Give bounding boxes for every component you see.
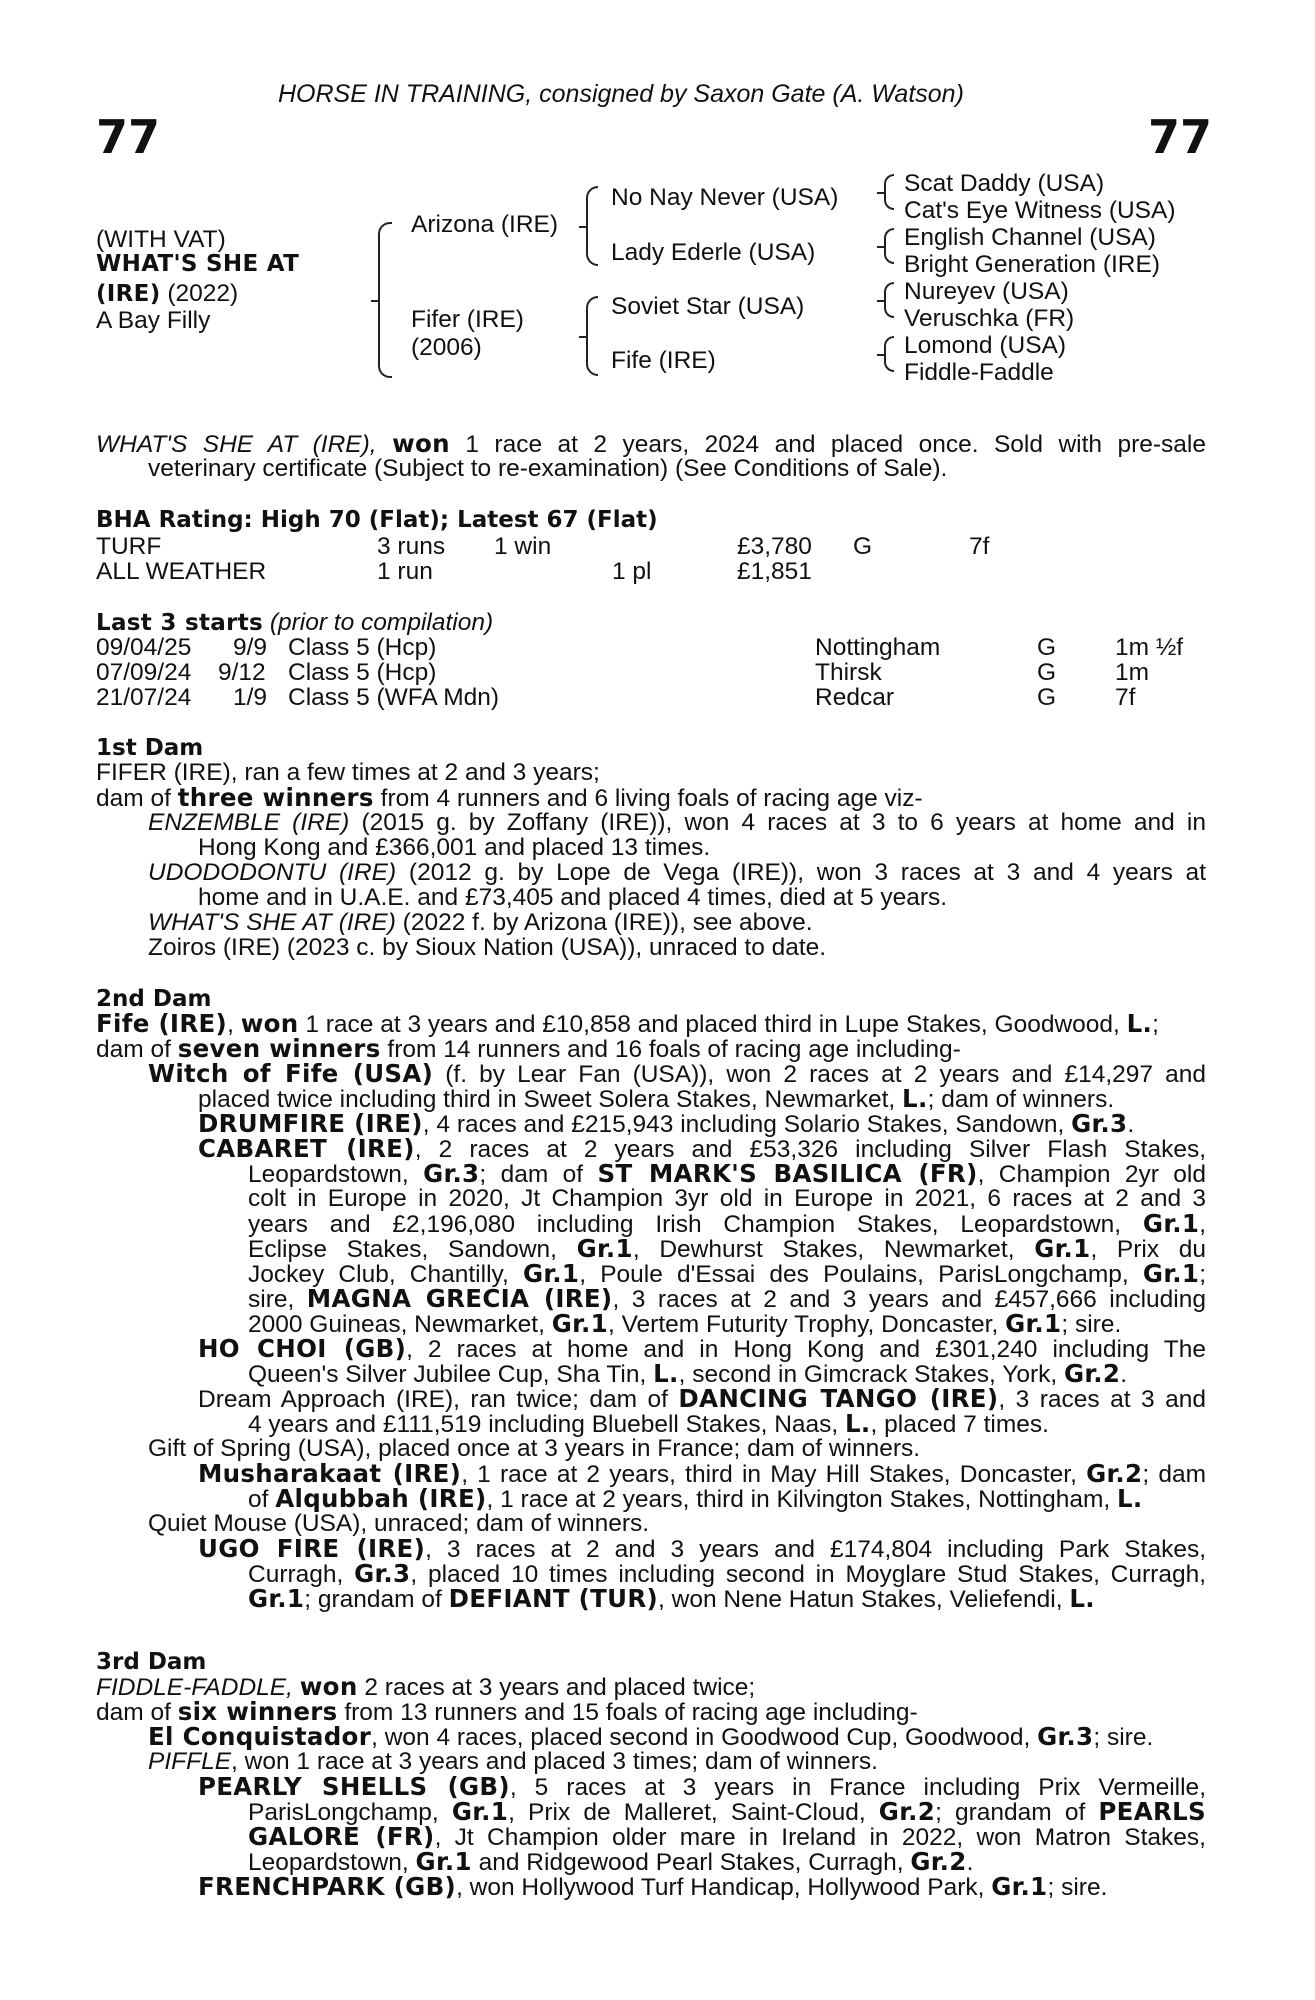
rating-runs: 3 runs [377, 533, 446, 560]
start-position: 9/12 [218, 659, 266, 686]
intro-line-2: veterinary certificate (Subject to re-examination) (See Conditions of Sale). [148, 455, 948, 482]
dam3-line: PEARLY SHELLS (GB), 5 races at 3 years in France including Prix Vermeille, [198, 1772, 1206, 1801]
dam1-line: Zoiros (IRE) (2023 c. by Sioux Nation (USA)), unraced to date. [148, 934, 827, 961]
pedigree-brace-main [378, 222, 392, 378]
pedigree-sire-sire: No Nay Never (USA) [611, 184, 839, 211]
dam2-line: Witch of Fife (USA) (f. by Lear Fan (USA)), won 2 races at 2 years and £14,297 and [148, 1059, 1207, 1088]
last-starts-heading [96, 609, 493, 637]
start-class: Class 5 (Hcp) [288, 659, 437, 686]
dam1-line: WHAT'S SHE AT (IRE) (2022 f. by Arizona (IRE)), see above. [148, 909, 813, 936]
dam2-line: 2000 Guineas, Newmarket, Gr.1, Vertem Futurity Trophy, Doncaster, Gr.1; sire. [248, 1309, 1122, 1338]
dam2-line: Leopardstown, Gr.3; dam of ST MARK'S BASILICA (FR), Champion 2yr old [248, 1159, 1206, 1188]
dam3-line: El Conquistador, won 4 races, placed second in Goodwood Cup, Goodwood, Gr.3; sire. [148, 1722, 1154, 1751]
dam2-line: Dream Approach (IRE), ran twice; dam of DANCING TANGO (IRE), 3 races at 3 and [198, 1384, 1206, 1413]
rating-heading: BHA Rating: High 70 (Flat); Latest 67 (Flat) [96, 507, 658, 533]
pedigree-brace-g2 [884, 228, 894, 264]
start-date: 21/07/24 [96, 684, 192, 711]
dam1-heading: 1st Dam [96, 735, 204, 761]
dam3-line: FIDDLE-FADDLE, won 2 races at 3 years and placed twice; [96, 1672, 756, 1701]
page-title: HORSE IN TRAINING, consigned by Saxon Gate (A. Watson) [278, 80, 964, 108]
rating-going: G [853, 533, 873, 560]
dam3-line: FRENCHPARK (GB), won Hollywood Turf Handicap, Hollywood Park, Gr.1; sire. [198, 1872, 1108, 1901]
dam2-line: Fife (IRE), won 1 race at 3 years and £10,858 and placed third in Lupe Stakes, Goodwood, L.; [96, 1009, 1159, 1038]
last-starts-note: (prior to compilation) [269, 609, 494, 636]
dam2-line: Queen's Silver Jubilee Cup, Sha Tin, L., second in Gimcrack Stakes, York, Gr.2. [248, 1359, 1128, 1388]
dam2-line: of Alqubbah (IRE), 1 race at 2 years, third in Kilvington Stakes, Nottingham, L. [248, 1484, 1143, 1513]
intro-text: 1 race at 2 years, 2024 and placed once. Sold with pre-sale [465, 431, 1206, 458]
dam2-line: Musharakaat (IRE), 1 race at 2 years, third in May Hill Stakes, Doncaster, Gr.2; dam [198, 1459, 1207, 1488]
dam2-line: dam of seven winners from 14 runners and 16 foals of racing age including- [96, 1034, 961, 1063]
horse-country-year [96, 280, 238, 308]
pedigree-brace-g4 [884, 336, 894, 372]
dam3-heading: 3rd Dam [96, 1649, 207, 1675]
rating-prize: £1,851 [737, 558, 812, 585]
start-date: 09/04/25 [96, 634, 192, 661]
start-date: 07/09/24 [96, 659, 192, 686]
horse-name: WHAT'S SHE AT [96, 251, 300, 277]
dam1-line: dam of three winners from 4 runners and 6 living foals of racing age viz- [96, 783, 923, 812]
dam2-line: years and £2,196,080 including Irish Champion Stakes, Leopardstown, Gr.1, [248, 1209, 1206, 1238]
dam2-line: placed twice including third in Sweet Solera Stakes, Newmarket, L.; dam of winners. [198, 1084, 1115, 1113]
last-starts-title: Last 3 starts [96, 610, 264, 636]
start-going: G [1037, 634, 1057, 661]
vat-note: (WITH VAT) [96, 226, 226, 253]
rating-places: 1 pl [612, 558, 652, 585]
horse-description: A Bay Filly [96, 307, 211, 334]
rating-runs: 1 run [377, 558, 433, 585]
pedigree-dam-sire: Soviet Star (USA) [611, 293, 805, 320]
pedigree-g8: Fiddle-Faddle [904, 359, 1054, 386]
intro-won: won [392, 429, 450, 458]
intro-horse-name: WHAT'S SHE AT (IRE), [96, 431, 377, 458]
dam1-line: home and in U.A.E. and £73,405 and placed 4 times, died at 5 years. [198, 884, 948, 911]
dam2-line: CABARET (IRE), 2 races at 2 years and £53,326 including Silver Flash Stakes, [198, 1134, 1206, 1163]
start-class: Class 5 (Hcp) [288, 634, 437, 661]
dam3-line: dam of six winners from 13 runners and 15 foals of racing age including- [96, 1697, 918, 1726]
start-class: Class 5 (WFA Mdn) [288, 684, 500, 711]
rating-surface: ALL WEATHER [96, 558, 267, 585]
lot-number-right: 77 [1148, 110, 1213, 164]
dam2-line: Curragh, Gr.3, placed 10 times including second in Moyglare Stud Stakes, Curragh, [248, 1559, 1207, 1588]
dam2-line: Gift of Spring (USA), placed once at 3 years in France; dam of winners. [148, 1435, 921, 1462]
lot-number-left: 77 [96, 110, 161, 164]
pedigree-g6: Veruschka (FR) [904, 305, 1075, 332]
rating-surface: TURF [96, 533, 162, 560]
start-position: 1/9 [233, 684, 268, 711]
dam2-line: 4 years and £111,519 including Bluebell Stakes, Naas, L., placed 7 times. [248, 1409, 1049, 1438]
dam2-line: DRUMFIRE (IRE), 4 races and £215,943 including Solario Stakes, Sandown, Gr.3. [198, 1109, 1135, 1138]
start-position: 9/9 [233, 634, 268, 661]
pedigree-g7: Lomond (USA) [904, 332, 1067, 359]
dam2-line: Jockey Club, Chantilly, Gr.1, Poule d'Essai des Poulains, ParisLongchamp, Gr.1; [248, 1259, 1206, 1288]
start-distance: 1m ½f [1115, 634, 1184, 661]
dam3-line: GALORE (FR), Jt Champion older mare in Ireland in 2022, won Matron Stakes, [248, 1822, 1206, 1851]
start-course: Nottingham [815, 634, 941, 661]
dam3-line: PIFFLE, won 1 race at 3 years and placed 3 times; dam of winners. [148, 1748, 878, 1775]
pedigree-g1: Scat Daddy (USA) [904, 170, 1105, 197]
horse-country: (IRE) [96, 281, 161, 307]
start-course: Thirsk [815, 659, 882, 686]
pedigree-sire-dam: Lady Ederle (USA) [611, 239, 816, 266]
pedigree-g2: Cat's Eye Witness (USA) [904, 197, 1176, 224]
pedigree-g5: Nureyev (USA) [904, 278, 1069, 305]
start-distance: 7f [1115, 684, 1136, 711]
dam2-line: colt in Europe in 2020, Jt Champion 3yr old in Europe in 2021, 6 races at 2 and 3 [248, 1185, 1206, 1212]
start-going: G [1037, 659, 1057, 686]
intro-line-1 [96, 431, 1206, 458]
dam2-line: Eclipse Stakes, Sandown, Gr.1, Dewhurst Stakes, Newmarket, Gr.1, Prix du [248, 1234, 1207, 1263]
pedigree-sire: Arizona (IRE) [411, 211, 559, 238]
rating-distance: 7f [969, 533, 990, 560]
horse-year: (2022) [167, 280, 239, 307]
dam3-line: Leopardstown, Gr.1 and Ridgewood Pearl Stakes, Curragh, Gr.2. [248, 1847, 974, 1876]
start-distance: 1m [1115, 659, 1150, 686]
dam3-line: ParisLongchamp, Gr.1, Prix de Malleret, Saint-Cloud, Gr.2; grandam of PEARLS [248, 1797, 1206, 1826]
pedigree-g4: Bright Generation (IRE) [904, 251, 1160, 278]
dam2-heading: 2nd Dam [96, 986, 212, 1012]
dam2-line: UGO FIRE (IRE), 3 races at 2 and 3 years and £174,804 including Park Stakes, [198, 1534, 1207, 1563]
pedigree-brace-dam [586, 296, 598, 376]
rating-prize: £3,780 [737, 533, 812, 560]
dam1-line: ENZEMBLE (IRE) (2015 g. by Zoffany (IRE)), won 4 races at 3 to 6 years at home and in [148, 809, 1206, 836]
rating-wins: 1 win [494, 533, 552, 560]
pedigree-dam: Fifer (IRE) [411, 306, 524, 333]
pedigree-g3: English Channel (USA) [904, 224, 1156, 251]
pedigree-dam-dam: Fife (IRE) [611, 347, 716, 374]
pedigree-brace-sire [586, 186, 598, 266]
dam2-line: Quiet Mouse (USA), unraced; dam of winners. [148, 1510, 650, 1537]
pedigree-brace-g3 [884, 282, 894, 318]
pedigree-brace-g1 [884, 174, 894, 210]
dam1-line: UDODODONTU (IRE) (2012 g. by Lope de Vega (IRE)), won 3 races at 3 and 4 years at [148, 859, 1206, 886]
pedigree-dam-year: (2006) [411, 334, 482, 361]
start-going: G [1037, 684, 1057, 711]
dam2-line: Gr.1; grandam of DEFIANT (TUR), won Nene Hatun Stakes, Veliefendi, L. [248, 1584, 1095, 1613]
dam1-line: FIFER (IRE), ran a few times at 2 and 3 years; [96, 759, 600, 786]
dam2-line: HO CHOI (GB), 2 races at home and in Hong Kong and £301,240 including The [198, 1334, 1206, 1363]
dam2-line: sire, MAGNA GRECIA (IRE), 3 races at 2 and 3 years and £457,666 including [248, 1284, 1206, 1313]
dam1-line: Hong Kong and £366,001 and placed 13 times. [198, 834, 711, 861]
start-course: Redcar [815, 684, 894, 711]
